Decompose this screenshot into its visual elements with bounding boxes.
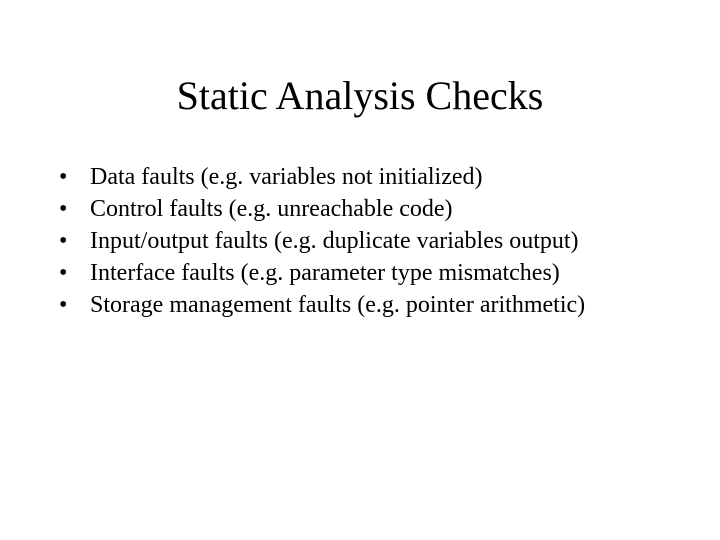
bullet-icon: • xyxy=(59,292,68,318)
list-item xyxy=(48,225,688,257)
bullet-icon: • xyxy=(59,164,68,190)
bullet-text: Interface faults (e.g. parameter type mismatches) xyxy=(90,260,560,286)
bullet-text: Data faults (e.g. variables not initialized) xyxy=(90,164,483,190)
list-item xyxy=(48,289,688,321)
bullet-icon: • xyxy=(59,196,68,222)
list-item xyxy=(48,257,688,289)
bullet-text: Input/output faults (e.g. duplicate variables output) xyxy=(90,228,579,254)
bullet-text: Control faults (e.g. unreachable code) xyxy=(90,196,453,222)
list-item xyxy=(48,193,688,225)
bullet-icon: • xyxy=(59,228,68,254)
bullet-text: Storage management faults (e.g. pointer arithmetic) xyxy=(90,292,586,318)
slide-title: Static Analysis Checks xyxy=(176,73,544,118)
list-item xyxy=(48,161,688,193)
bullet-icon: • xyxy=(59,260,68,286)
bullet-list xyxy=(48,161,688,321)
